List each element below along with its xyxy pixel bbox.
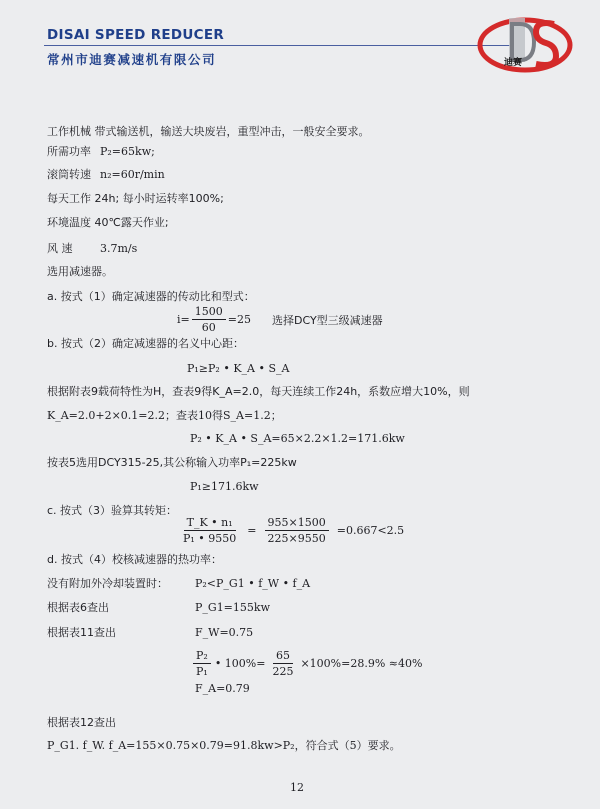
step-c-title: c. 按式（3）验算其转矩：: [47, 504, 178, 517]
table11-label: 根据表11查出: [47, 626, 116, 639]
util-fraction-1: [193, 649, 211, 678]
ratio-numerator: 1500: [192, 305, 226, 320]
ratio-formula: [177, 305, 251, 334]
torque-num-2: 955×1500: [265, 516, 329, 531]
torque-formula: [180, 516, 404, 545]
ratio-i: i=: [177, 313, 190, 326]
ratio-result: =25: [227, 313, 251, 326]
speed-value: n₂=60r/min: [100, 168, 165, 181]
table12-label: 根据表12查出: [47, 716, 116, 729]
wind-value: 3.7m/s: [100, 242, 138, 255]
torque-den-1: P₁ • 9550: [183, 532, 237, 545]
ambient-line: 环境温度 40℃露天作业;: [47, 216, 169, 229]
power-value: P₂=65kw;: [100, 145, 155, 158]
pg1-value: P_G1=155kw: [195, 601, 270, 614]
center-distance-formula: P₁≥P₂ • K_A • S_A: [187, 362, 290, 375]
wind-label: 风 速: [47, 242, 73, 255]
load-factor-line: 根据附表9载荷特性为H，查表9得K_A=2.0，每天连续工作24h，系数应增大10%，则: [47, 385, 470, 398]
ratio-fraction: [192, 305, 226, 334]
utilization-formula: [193, 649, 422, 678]
ka-sa-line: K_A=2.0+2×0.1=2.2；查表10得S_A=1.2；: [47, 409, 282, 422]
torque-fraction-2: [265, 516, 329, 545]
util-num-1: P₂: [193, 649, 211, 664]
torque-result: =0.667<2.5: [336, 524, 405, 537]
thermal-condition: P₂<P_G1 • f_W • f_A: [195, 577, 311, 590]
step-b-title: b. 按式（2）确定减速器的名义中心距：: [47, 337, 244, 350]
power-check: P₁≥171.6kw: [190, 480, 259, 493]
torque-equals: =: [247, 524, 257, 537]
torque-den-2: 225×9550: [267, 532, 326, 545]
brand-title-en: DISAI SPEED REDUCER: [47, 27, 225, 43]
page-number: 12: [290, 781, 304, 794]
util-num-2: 65: [273, 649, 293, 664]
torque-num-1: T_K • n₁: [184, 516, 236, 531]
daily-work-line: 每天工作 24h; 每小时运转率100%;: [47, 192, 224, 205]
work-machine-line: 工作机械 带式输送机，输送大块废岩，重型冲击，一般安全要求。: [47, 125, 370, 138]
company-logo: [476, 12, 574, 78]
fw-value: F_W=0.75: [195, 626, 254, 639]
util-fraction-2: [269, 649, 296, 678]
util-den-1: P₁: [196, 665, 208, 678]
model-select-line: 按表5选用DCY315-25,其公称输入功率P₁=225kw: [47, 456, 297, 469]
ratio-denominator: 60: [201, 321, 216, 334]
speed-label: 滚筒转速: [47, 168, 91, 181]
step-d-title: d. 按式（4）校核减速器的热功率：: [47, 553, 222, 566]
power-label: 所需功率: [47, 145, 91, 158]
fa-value: F_A=0.79: [195, 682, 250, 695]
header-divider: [44, 45, 514, 46]
final-check-line: P_G1. f_W. f_A=155×0.75×0.79=91.8kw>P₂，符合式（5）要求。: [47, 739, 401, 752]
brand-title-cn: 常州市迪赛减速机有限公司: [47, 52, 217, 67]
util-den-2: 225: [272, 665, 294, 678]
util-mid: • 100%=: [214, 657, 266, 670]
select-reducer-line: 选用减速器。: [47, 265, 113, 278]
selection-note: 选择DCY型三级减速器: [272, 314, 383, 327]
torque-fraction-1: [180, 516, 239, 545]
logo-text: 迪赛: [504, 58, 523, 68]
util-result: ×100%=28.9% ≈40%: [300, 657, 423, 670]
table6-label: 根据表6查出: [47, 601, 109, 614]
no-cooling-line: 没有附加外冷却装置时：: [47, 577, 168, 590]
power-calc-formula: P₂ • K_A • S_A=65×2.2×1.2=171.6kw: [190, 432, 405, 445]
step-a-title: a. 按式（1）确定减速器的传动比和型式：: [47, 290, 255, 303]
